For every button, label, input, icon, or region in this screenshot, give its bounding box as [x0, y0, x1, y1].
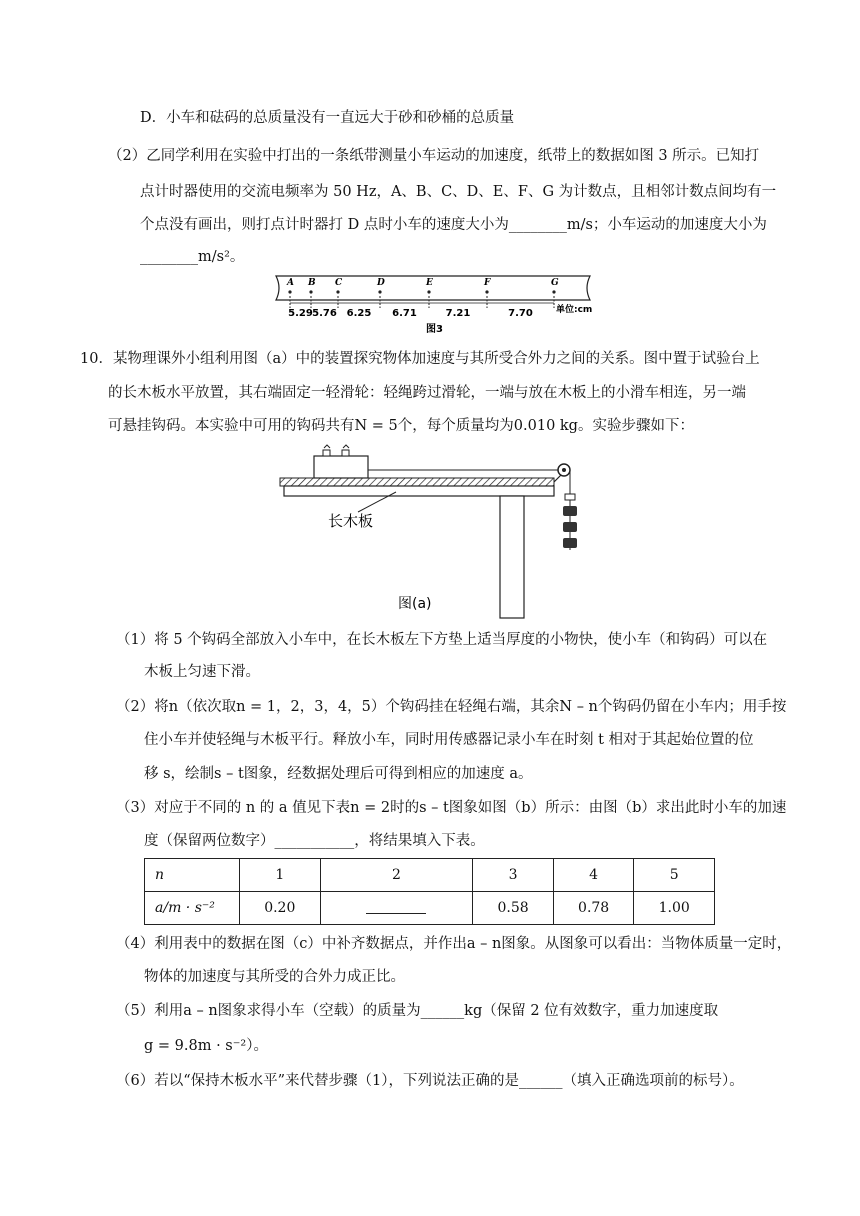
figure-3-caption: 图3 [426, 324, 443, 335]
tape-unit: 单位:cm [556, 305, 593, 315]
tape-gap-label: 6.71 [392, 308, 417, 319]
tape-point-label: E [426, 278, 433, 288]
acceleration-table [144, 858, 715, 925]
line-step2-2: 住小车并使轻绳与木板平行。释放小车，同时用传感器记录小车在时刻 t 相对于其起始位置的位 [144, 732, 754, 748]
line-step4-2: 物体的加速度与其所受的合外力成正比。 [144, 969, 405, 985]
line-step3-2: 度（保留两位数字）___________，将结果填入下表。 [144, 833, 485, 849]
table-header-cell: 2 [320, 859, 473, 892]
line-step6: （6）若以“保持木板水平”来代替步骤（1），下列说法正确的是______（填入正确选项前的标号）。 [116, 1073, 744, 1089]
line-q10-1: 10．某物理课外小组利用图（a）中的装置探究物体加速度与其所受合外力之间的关系。图中置于试验台上 [80, 351, 760, 367]
tape-point-label: F [484, 278, 491, 288]
line-q10-3: 可悬挂钩码。本实验中可用的钩码共有N = 5个，每个质量均为0.010 kg。实验步骤如下： [108, 418, 694, 434]
table-header-cell: 5 [634, 859, 715, 892]
tape-gap-label: 7.21 [445, 308, 471, 319]
line-step2-3: 移 s，绘制s – t图象，经数据处理后可得到相应的加速度 a。 [144, 766, 533, 782]
line-q2-4: ________m/s²。 [140, 249, 245, 265]
line-step5-1: （5）利用a – n图象求得小车（空载）的质量为______kg（保留 2 位有效数字，重力加速度取 [116, 1003, 719, 1019]
tape-dot [336, 290, 339, 293]
apparatus-figure-a [278, 442, 598, 620]
tape-point-label: B [308, 278, 316, 288]
tape-dot [552, 290, 555, 293]
tape-dot [427, 290, 430, 293]
long-board-label: 长木板 [328, 512, 374, 530]
tape-gap-label: 7.70 [508, 308, 533, 319]
tape-dot [378, 290, 381, 293]
line-step2-1: （2）将n（依次取n = 1，2，3，4，5）个钩码挂在轻绳右端，其余N – n个钩码仍留在小车内；用手按 [116, 699, 787, 715]
table-row-label: a/m · s⁻² [145, 892, 240, 925]
tape-dot [288, 290, 291, 293]
table-header-cell: n [145, 859, 240, 892]
line-q2-1: （2）乙同学利用在实验中打出的一条纸带测量小车运动的加速度，纸带上的数据如图 3 所示。已知打 [108, 148, 760, 164]
table-row [145, 859, 715, 892]
table-cell: 1.00 [634, 892, 715, 925]
tape-dot [485, 290, 488, 293]
tape-dot [309, 290, 312, 293]
line-q2-2: 点计时器使用的交流电频率为 50 Hz，A、B、C、D、E、F、G 为计数点，且相邻计数点间均有一 [140, 184, 777, 200]
tape-gap-label: 5.29 [288, 308, 313, 319]
table-header-cell: 4 [553, 859, 634, 892]
line-step3-1: （3）对应于不同的 n 的 a 值见下表n = 2时的s – t图象如图（b）所示：由图（b）求出此时小车的加速 [116, 800, 787, 816]
tape-point-label: G [551, 278, 559, 288]
table-answer-blank[interactable] [320, 892, 473, 925]
line-step1-2: 木板上匀速下滑。 [144, 664, 260, 680]
line-q2-3: 个点没有画出，则打点计时器打 D 点时小车的速度大小为________m/s；小车运动的加速度大小为 [140, 217, 767, 233]
line-q10-2: 的长木板水平放置，其右端固定一轻滑轮：轻绳跨过滑轮，一端与放在木板上的小滑车相连，另一端 [108, 385, 746, 401]
line-step5-2: g = 9.8m · s⁻²）。 [144, 1038, 268, 1054]
table-header-cell: 3 [473, 859, 554, 892]
line-step1-1: （1）将 5 个钩码全部放入小车中，在长木板左下方垫上适当厚度的小物快，使小车（和钩码）可以在 [116, 632, 768, 648]
tape-gap-label: 6.25 [346, 308, 372, 319]
table-header-cell: 1 [240, 859, 321, 892]
table-cell: 0.58 [473, 892, 554, 925]
table-row [145, 892, 715, 925]
line-step4-1: （4）利用表中的数据在图（c）中补齐数据点，并作出a – n图象。从图象可以看出：当物体质量一定时， [116, 936, 792, 952]
tape-point-label: C [335, 278, 343, 288]
tape-point-label: A [287, 278, 294, 288]
figure-a-caption: 图(a) [398, 596, 432, 612]
table-cell: 0.78 [553, 892, 634, 925]
paper-tape-figure [268, 270, 598, 338]
tape-gap-label: 5.76 [312, 308, 337, 319]
tape-point-label: D [377, 278, 385, 288]
table-cell: 0.20 [240, 892, 321, 925]
line-option-d: D．小车和砝码的总质量没有一直远大于砂和砂桶的总质量 [140, 110, 515, 126]
